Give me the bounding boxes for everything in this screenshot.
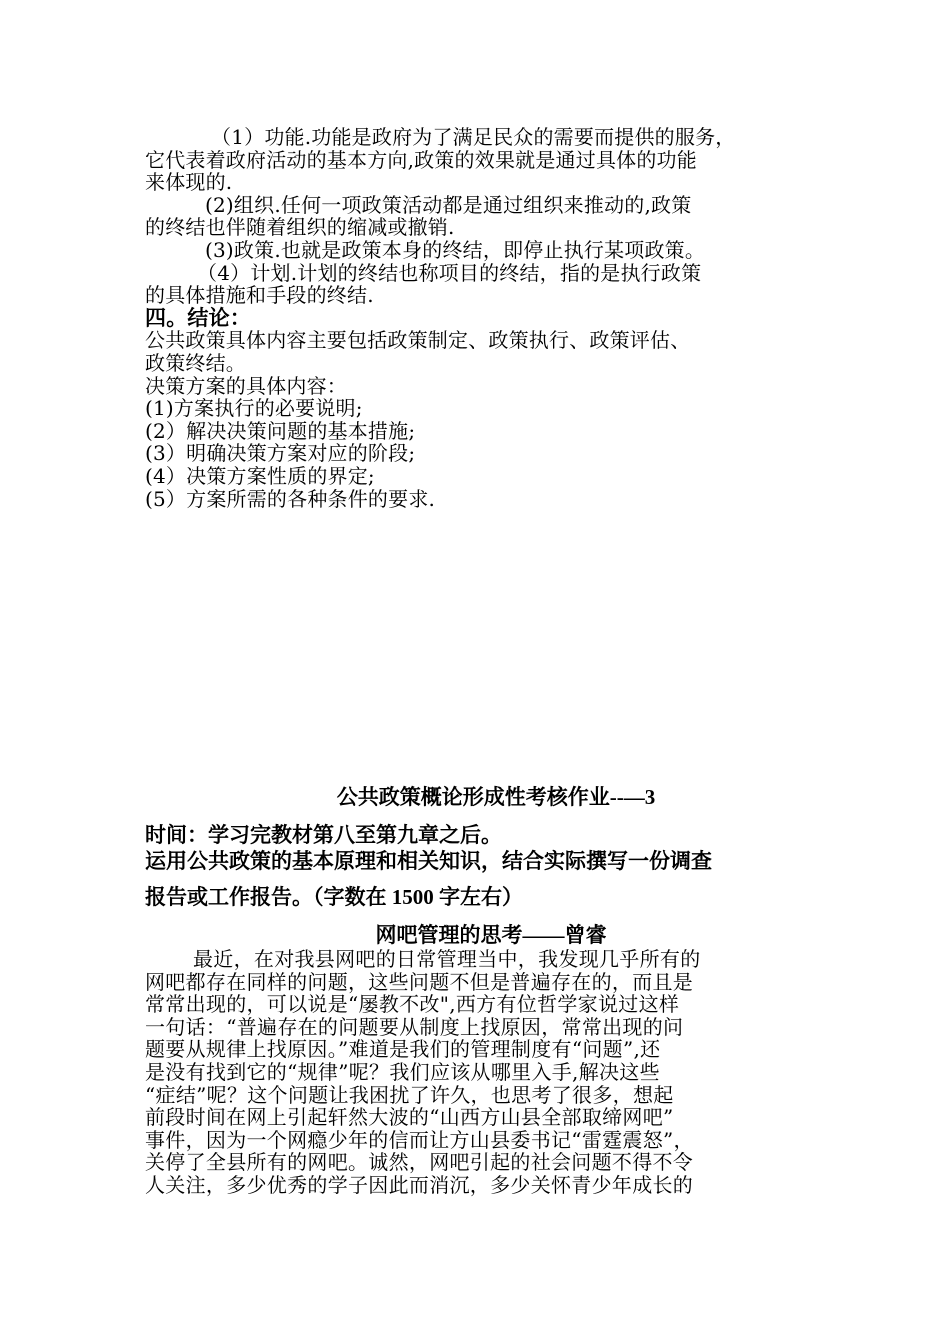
item4-line2: 的具体措施和手段的终结. (145, 283, 374, 308)
report-line: 一句话：“普遍存在的问题要从制度上找原因，常常出现的问 (145, 1014, 684, 1039)
item1-line1: （1）功能.功能是政府为了满足民众的需要而提供的服务， (211, 125, 736, 149)
item2-line2: 的终结也伴随着组织的缩减或撤销. (145, 215, 455, 240)
item2-line1: (2)组织.任何一项政策活动都是通过组织来推动的,政策 (205, 192, 692, 217)
report-line: 是没有找到它的“规律”呢？我们应该从哪里入手,解决这些 (145, 1059, 660, 1084)
item4-line1: （4）计划.计划的终结也称项目的终结，指的是执行政策 (197, 260, 702, 285)
assignment-section (145, 784, 807, 1197)
policy-termination-section (145, 126, 735, 510)
conclusion-line: 决策方案的具体内容： (145, 373, 347, 398)
conclusion-line: (2）解决决策问题的基本措施; (145, 418, 416, 443)
assignment-task-line2: 报告或工作报告。（字数在 1500 字左右） (145, 885, 523, 909)
report-line: 事件，因为一个网瘾少年的信而让方山县委书记“雷霆震怒”， (145, 1127, 694, 1152)
report-line: 网吧都存在同样的问题，这些问题不但是普遍存在的，而且是 (145, 969, 694, 994)
assignment-title: 公共政策概论形成性考核作业--—3 (336, 785, 656, 809)
report-line: 最近，在对我县网吧的日常管理当中，我发现几乎所有的 (193, 947, 701, 971)
conclusion-heading: 四。结论： (145, 305, 251, 330)
conclusion-line: (4）决策方案性质的界定; (145, 463, 375, 488)
assignment-time: 时间：学习完教材第八至第九章之后。 (145, 823, 502, 847)
report-line: 题要从规律上找原因。”难道是我们的管理制度有“问题”,还 (145, 1037, 661, 1062)
assignment-task-line1: 运用公共政策的基本原理和相关知识，结合实际撰写一份调查 (145, 849, 712, 873)
report-title: 网吧管理的思考——曾睿 (375, 923, 607, 947)
conclusion-line: (3）明确决策方案对应的阶段; (145, 441, 416, 466)
conclusion-line: (5）方案所需的各种条件的要求. (145, 486, 436, 511)
conclusion-line: 公共政策具体内容主要包括政策制定、政策执行、政策评估、 (145, 328, 691, 353)
item3-line1: (3)政策.也就是政策本身的终结，即停止执行某项政策。 (205, 237, 706, 262)
item1-line2: 它代表着政府活动的基本方向,政策的效果就是通过具体的功能 (145, 147, 697, 172)
item1-line3: 来体现的. (145, 170, 233, 195)
report-line: 常常出现的，可以说是“屡教不改",西方有位哲学家说过这样 (145, 992, 680, 1017)
report-line: 前段时间在网上引起轩然大波的“山西方山县全部取缔网吧” (145, 1105, 674, 1130)
conclusion-line: 政策终结。 (145, 350, 246, 375)
conclusion-line: (1)方案执行的必要说明; (145, 396, 363, 421)
report-line: “症结”呢？这个问题让我困扰了许久，也思考了很多，想起 (145, 1082, 674, 1107)
report-line: 人关注，多少优秀的学子因此而消沉，多少关怀青少年成长的 (145, 1172, 694, 1197)
report-line: 关停了全县所有的网吧。诚然，网吧引起的社会问题不得不令 (145, 1150, 694, 1175)
